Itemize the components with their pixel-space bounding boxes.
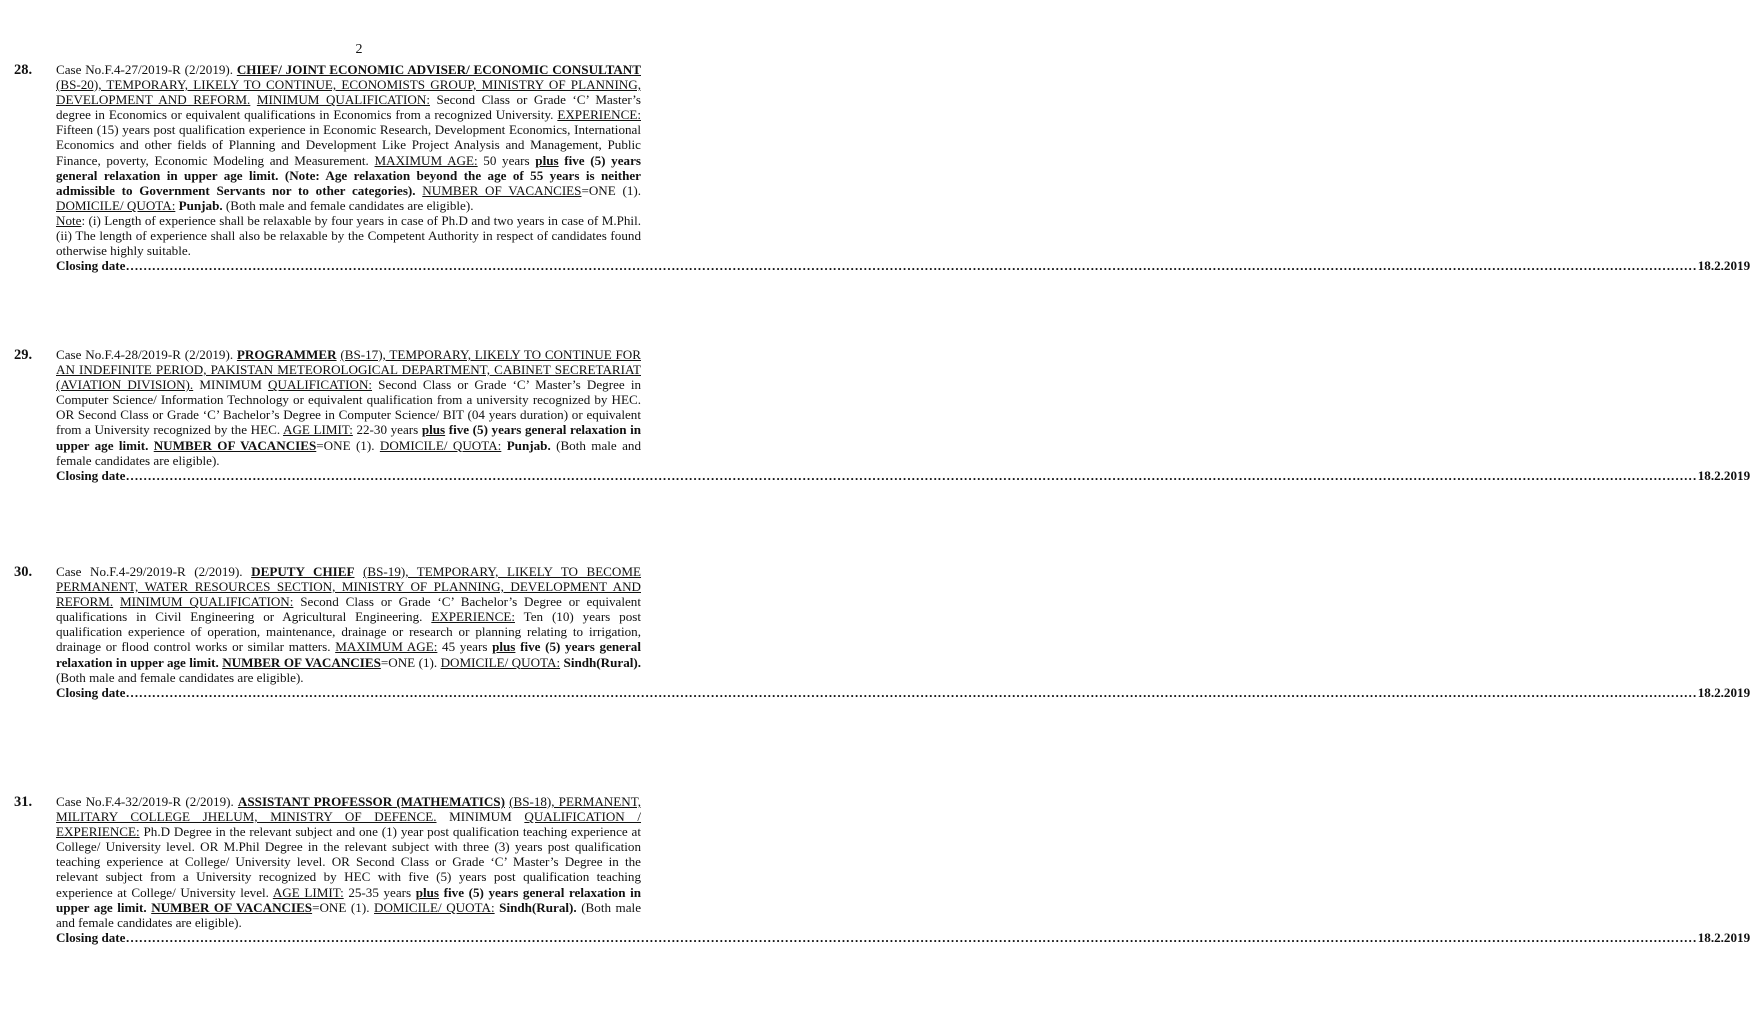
closing-date-value: 18.2.2019 (1697, 929, 1750, 945)
text-segment: plus (421, 422, 446, 438)
text-segment: QUALIFICATION / EXPERIENCE: (56, 809, 642, 840)
text-segment: EXPERIENCE: (557, 107, 641, 123)
closing-date-line (56, 929, 1750, 945)
text-segment: MINIMUM QUALIFICATION: (256, 92, 430, 108)
case-text (56, 564, 641, 685)
case-body (56, 564, 1750, 700)
text-segment: NUMBER OF VACANCIES (422, 182, 582, 198)
text-segment: Ph.D Degree in the relevant subject and one (1) year post qualification teaching experience at College/ University level. OR M.Phil Degree in the relevant subject with three (3) years post qualification teaching experience at College/ University level. OR Second Class or Grade ‘C’ Master’s Degree in the relevant subject from a University recognized by HEC with five (5) years post qualification teaching experience at College/ University level. (56, 824, 641, 900)
text-segment: EXPERIENCE: (431, 609, 515, 625)
case-number: 31. (14, 794, 33, 810)
dot-leader: ……………………………………………………………………………………………………………………………………………………………………………………………………………………………………………………………………………………………………………………………… (125, 467, 1697, 483)
case-body (56, 794, 1750, 945)
case-number: 28. (14, 62, 33, 78)
text-segment: MINIMUM QUALIFICATION: (119, 594, 294, 610)
text-segment: (Both male and female candidates are eligible). (56, 437, 642, 468)
case-body (56, 347, 1750, 483)
text-segment: NUMBER OF VACANCIES (222, 654, 381, 670)
text-segment: Fifteen (15) years post qualification experience in Economic Research, Development Economics, International Economics and other fields of Planning and Development Like Project Analysis and Management, Public Finance, poverty, Economic Modeling and Measurement. (56, 122, 641, 168)
text-segment: Case No.F.4-28/2019-R (2/2019). (56, 347, 237, 362)
text-segment: =ONE (1). (316, 437, 380, 453)
dot-leader: ……………………………………………………………………………………………………………………………………………………………………………………………………………………………………………………………………………………………………………………………… (125, 684, 1697, 700)
text-segment: CHIEF/ JOINT ECONOMIC ADVISER/ ECONOMIC CONSULTANT (236, 62, 641, 77)
text-segment: NUMBER OF VACANCIES (153, 437, 317, 453)
text-segment: five (5) years general relaxation in upper age limit. (56, 422, 641, 453)
dot-leader: ……………………………………………………………………………………………………………………………………………………………………………………………………………………………………………………………………………………………………………………………… (125, 929, 1697, 945)
text-segment: NUMBER OF VACANCIES (151, 899, 313, 915)
closing-date-label: Closing date (56, 929, 126, 945)
text-segment: =ONE (1). (581, 182, 642, 198)
text-segment: (BS-20), TEMPORARY, LIKELY TO CONTINUE, ECONOMISTS GROUP, MINISTRY OF PLANNING, DEVELOPMENT AND REFORM. (56, 77, 641, 108)
text-segment: five (5) years general relaxation in upper age limit. (56, 639, 641, 670)
text-segment: ASSISTANT PROFESSOR (MATHEMATICS) (237, 794, 505, 809)
text-segment: AGE LIMIT: (272, 884, 344, 900)
text-segment: 25-35 years (343, 884, 416, 900)
text-segment: Second Class or Grade ‘C’ Master’s Degree in Computer Science/ Information Technology or equivalent qualification from a university recognized by HEC. OR Second Class or Grade ‘C’ Bachelor’s Degree in Computer Science/ BIT (04 years duration) or equivalent from a University recognized by the HEC. (56, 377, 642, 438)
text-segment: (BS-17), TEMPORARY, LIKELY TO CONTINUE FOR AN INDEFINITE PERIOD, PAKISTAN METEOROLOGICAL DEPARTMENT, CABINET SECRETARIAT (AVIATION DIVISION). (56, 347, 642, 393)
page-number: 2 (355, 42, 363, 57)
text-segment: DOMICILE/ QUOTA: (440, 654, 561, 670)
text-segment: 45 years (437, 639, 493, 655)
text-segment: Ten (10) years post qualification experience of operation, maintenance, drainage or research or planning relating to irrigation, drainage or flood control works or similar matters. (56, 609, 641, 655)
text-segment: (BS-19), TEMPORARY, LIKELY TO BECOME PERMANENT, WATER RESOURCES SECTION, MINISTRY OF PLANNING, DEVELOPMENT AND REFORM. (56, 564, 642, 610)
text-segment (113, 594, 120, 609)
text-segment: five (5) years general relaxation in upper age limit. (56, 884, 642, 915)
text-segment: MINIMUM (436, 809, 525, 825)
case-text (56, 62, 641, 258)
text-segment: five (5) years general relaxation in upper age limit. (Note: Age relaxation beyond the age of 55 years is neither admissible to Government Servants nor to other categories). (56, 152, 641, 198)
text-segment: Second Class or Grade ‘C’ Master’s degree in Economics or equivalent qualifications in Economics from a recognized University. (56, 92, 641, 123)
case-body (56, 62, 1750, 274)
text-segment: (BS-18), PERMANENT, MILITARY COLLEGE JHELUM, MINISTRY OF DEFENCE. (56, 794, 642, 825)
case-number: 29. (14, 347, 33, 363)
closing-date-line (56, 258, 1750, 274)
text-segment: MAXIMUM AGE: (374, 152, 478, 168)
text-segment: plus (492, 639, 516, 655)
text-segment: MAXIMUM AGE: (335, 639, 438, 655)
text-segment: plus (535, 152, 559, 168)
text-segment: DOMICILE/ QUOTA: (374, 899, 495, 915)
case-text (56, 347, 641, 468)
text-segment (354, 564, 363, 579)
closing-date-value: 18.2.2019 (1697, 258, 1750, 274)
case-number: 30. (14, 564, 33, 580)
text-segment: QUALIFICATION: (268, 377, 373, 393)
text-segment: (Both male and female candidates are eligible). (222, 197, 474, 213)
text-segment: (Both male and female candidates are eligible). (56, 669, 304, 685)
text-segment: =ONE (1). (380, 654, 441, 670)
text-segment: Case No.F.4-29/2019-R (2/2019). (56, 564, 252, 579)
text-segment: plus (415, 884, 440, 900)
text-segment: Sindh(Rural). (499, 899, 577, 915)
text-segment: AGE LIMIT: (282, 422, 353, 438)
closing-date-line (56, 684, 1750, 700)
closing-date-label: Closing date (56, 467, 126, 483)
closing-date-line (56, 467, 1750, 483)
closing-date-value: 18.2.2019 (1697, 467, 1750, 483)
text-segment: Sindh(Rural). (563, 654, 642, 670)
text-segment: DOMICILE/ QUOTA: (56, 197, 176, 213)
text-segment: MINIMUM (193, 377, 269, 393)
text-segment: 22-30 years (352, 422, 422, 438)
dot-leader: ……………………………………………………………………………………………………………………………………………………………………………………………………………………………………………………………………………………………………………………………… (125, 258, 1697, 274)
text-segment: Punjab. (178, 197, 223, 213)
text-segment: DOMICILE/ QUOTA: (379, 437, 502, 453)
text-segment: PROGRAMMER (236, 347, 337, 362)
text-segment: Case No.F.4-27/2019-R (2/2019). (56, 62, 237, 77)
text-segment: Punjab. (506, 437, 551, 453)
case-text (56, 794, 641, 930)
text-segment: =ONE (1). (312, 899, 375, 915)
text-segment: : (i) Length of experience shall be relaxable by four years in case of Ph.D and two years in case of M.Phil. (ii) The length of experience shall also be relaxable by the Competent Authority in respect of candidates found otherwise highly suitable. (56, 212, 641, 259)
text-segment: DEPUTY CHIEF (251, 564, 355, 579)
closing-date-value: 18.2.2019 (1697, 684, 1750, 700)
text-segment: (Both male and female candidates are eligible). (56, 899, 642, 930)
text-segment: Note (56, 212, 82, 228)
closing-date-label: Closing date (56, 258, 126, 274)
text-segment: 50 years (477, 152, 536, 168)
text-segment: Second Class or Grade ‘C’ Bachelor’s Degree or equivalent qualifications in Civil Engineering or Agricultural Engineering. (56, 594, 641, 625)
text-segment: Case No.F.4-32/2019-R (2/2019). (56, 794, 238, 809)
closing-date-label: Closing date (56, 684, 126, 700)
